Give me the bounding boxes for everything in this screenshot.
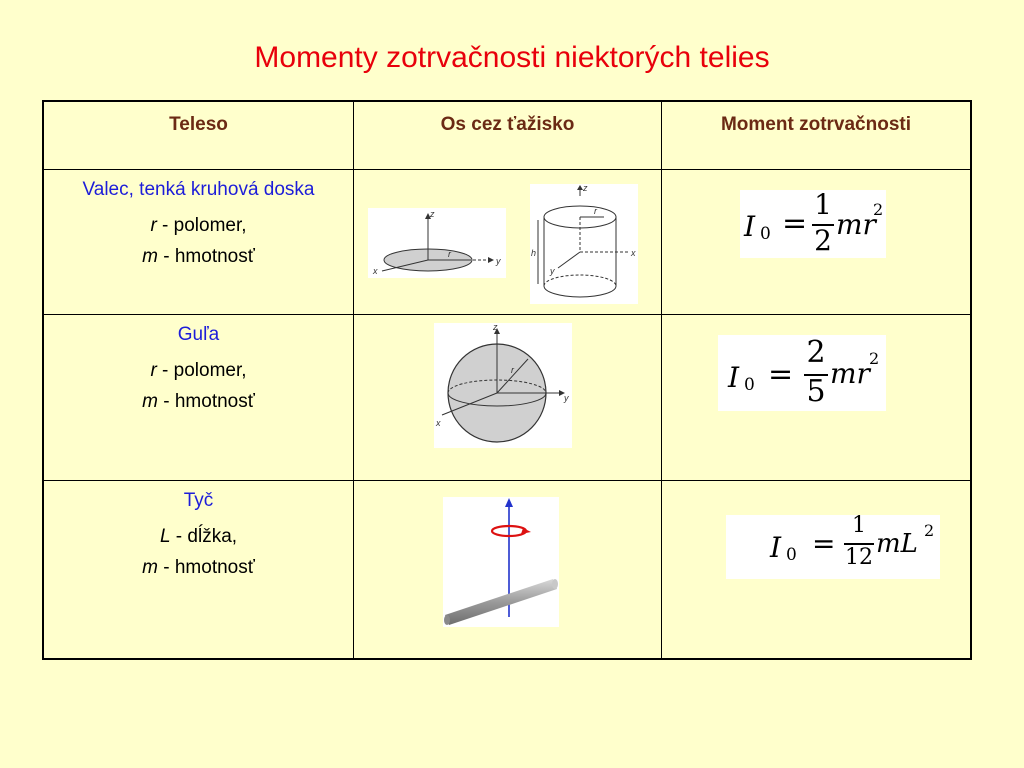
axis-label-x: x [373,266,378,276]
axis-label-z: z [493,323,498,332]
formula-cell [662,170,972,315]
axis-label-x: x [436,418,441,428]
formula-numerator: 2 [806,335,826,370]
variable-mass [44,554,353,581]
radius-label: r [448,249,451,259]
formula-symbol: I [770,531,782,564]
body-description [43,170,354,315]
formula-body: mr [830,357,870,390]
formula-body: mL [876,529,918,559]
table-row [43,170,971,315]
header-moment: Moment zotrvačnosti [662,101,972,170]
axis-label-z: z [583,184,588,193]
table-header-row [43,101,971,170]
radius-label: r [594,206,597,216]
formula-denominator: 5 [806,374,826,409]
body-name: Guľa [177,324,220,345]
variable-radius [44,357,353,384]
table-row [43,315,971,481]
radius-label: r [511,365,514,375]
body-name: Tyč [183,490,214,511]
var-symbol: m [142,391,158,412]
formula-exponent: 2 [869,349,880,368]
axis-label-y: y [550,266,555,276]
var-desc: - polomer, [156,215,247,236]
formula-equals: = [812,527,836,560]
moment-formula [740,190,886,258]
var-symbol: L [159,526,171,547]
moment-formula [718,335,886,411]
var-desc: - polomer, [156,360,247,381]
header-axis: Os cez ťažisko [354,101,662,170]
cylinder-axes-diagram [530,184,638,304]
var-desc: - hmotnosť [157,557,255,578]
height-label: h [531,248,537,258]
formula-exponent: 2 [873,200,884,219]
formula-numerator: 1 [852,513,866,538]
table-row [43,481,971,659]
sphere-axes-diagram [434,323,572,448]
var-symbol: m [142,246,158,267]
formula-subscript: 0 [744,375,755,395]
formula-exponent: 2 [924,521,935,540]
disk-axes-diagram [368,208,506,278]
var-desc: - hmotnosť [157,391,255,412]
var-symbol: r [150,215,157,236]
formula-numerator: 1 [814,188,832,221]
formula-equals: = [782,206,808,241]
rod-rotation-axis-diagram [443,497,559,627]
variable-mass [44,243,353,270]
formula-subscript: 0 [760,224,771,244]
variable-radius [44,212,353,239]
formula-body: mr [836,208,876,241]
var-desc: - hmotnosť [157,246,255,267]
header-body: Teleso [43,101,354,170]
page-title: Momenty zotrvačnosti niektorých telies [254,41,770,74]
formula-subscript: 0 [786,545,797,565]
formula-equals: = [768,357,794,392]
body-description [43,315,354,481]
axis-label-x: x [631,248,636,258]
var-symbol: m [142,557,158,578]
var-desc: - dĺžka, [170,526,238,547]
axis-label-y: y [564,393,569,403]
formula-cell [662,481,972,659]
formula-denominator: 12 [845,545,873,570]
axis-figure-cell [354,170,662,315]
variable-length [44,523,353,550]
body-name: Valec, tenká kruhová doska [82,179,315,200]
axis-figure-cell [354,481,662,659]
inertia-table [42,100,972,660]
axis-figure-cell [354,315,662,481]
formula-symbol: I [744,210,756,243]
body-description [43,481,354,659]
var-symbol: r [150,360,157,381]
axis-label-z: z [430,209,435,219]
moment-formula [726,515,940,579]
formula-cell [662,315,972,481]
formula-denominator: 2 [814,224,832,257]
variable-mass [44,388,353,415]
axis-label-y: y [496,256,501,266]
formula-symbol: I [728,361,740,394]
